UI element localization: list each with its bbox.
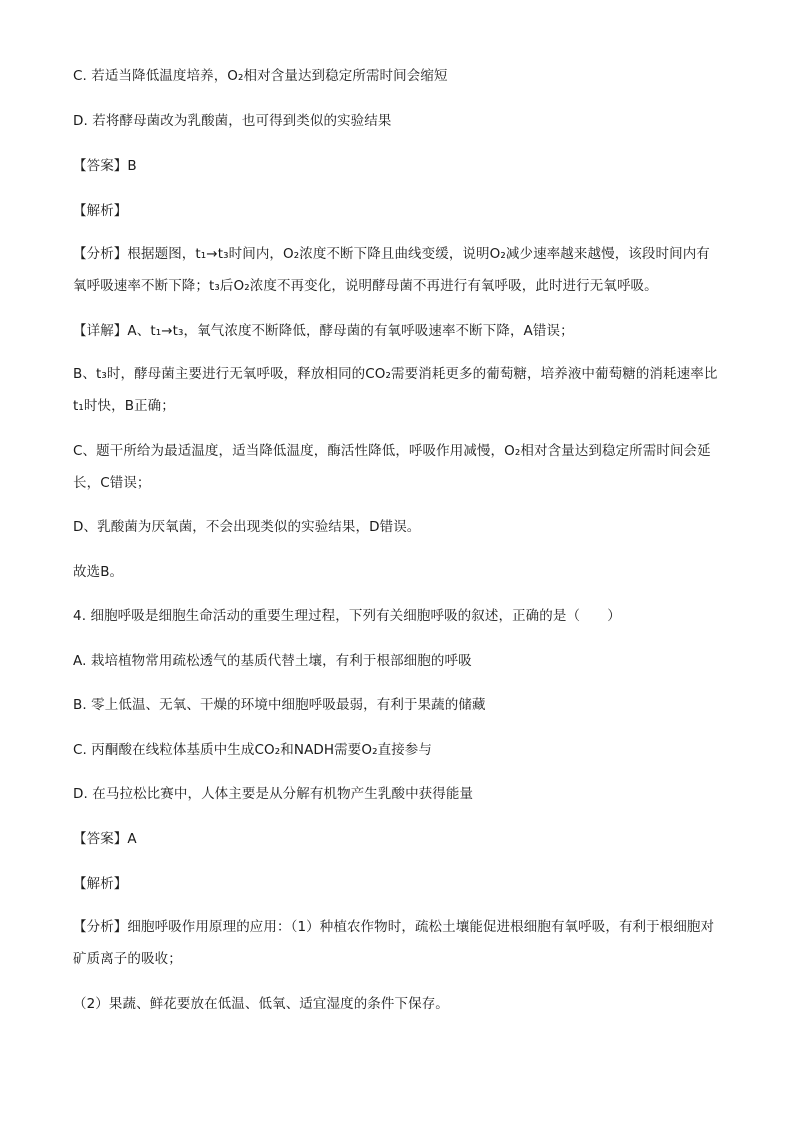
analysis-point-2-q4: （2）果蔬、鲜花要放在低温、低氧、适宜湿度的条件下保存。 bbox=[73, 996, 449, 1012]
analysis-summary-q4: 【分析】细胞呼吸作用原理的应用：（1）种植农作物时，疏松土壤能促进根细胞有氧呼吸，有利于根细胞对矿质离子的吸收； bbox=[73, 919, 715, 967]
analysis-heading-q4: 【解析】 bbox=[73, 876, 128, 892]
detail-d-q3: D、乳酸菌为厌氧菌，不会出现类似的实验结果，D错误。 bbox=[73, 519, 421, 535]
answer-q3: 【答案】B bbox=[73, 158, 137, 174]
detail-a-q3: 【详解】A、t₁→t₃，氧气浓度不断降低，酵母菌的有氧呼吸速率不断下降，A错误； bbox=[73, 323, 574, 339]
option-a-q4: A. 栽培植物常用疏松透气的基质代替土壤，有利于根部细胞的呼吸 bbox=[73, 653, 472, 669]
answer-q4: 【答案】A bbox=[73, 831, 137, 847]
option-d-q4: D. 在马拉松比赛中，人体主要是从分解有机物产生乳酸中获得能量 bbox=[73, 786, 474, 802]
conclusion-q3: 故选B。 bbox=[73, 564, 124, 580]
option-c-q3: C. 若适当降低温度培养，O₂相对含量达到稳定所需时间会缩短 bbox=[73, 68, 448, 84]
analysis-heading-q3: 【解析】 bbox=[73, 203, 128, 219]
option-d-q3: D. 若将酵母菌改为乳酸菌，也可得到类似的实验结果 bbox=[73, 113, 392, 129]
option-c-q4: C. 丙酮酸在线粒体基质中生成CO₂和NADH需要O₂直接参与 bbox=[73, 742, 432, 758]
option-b-q4: B. 零上低温、无氧、干燥的环境中细胞呼吸最弱，有利于果蔬的储藏 bbox=[73, 697, 486, 713]
analysis-summary-q3: 【分析】根据题图，t₁→t₃时间内，O₂浓度不断下降且曲线变缓，说明O₂减少速率越来越慢，该段时间内有氧呼吸速率不断下降；t₃后O₂浓度不再变化，说明酵母菌不再进行有氧呼吸，此时进行无氧呼吸。 bbox=[73, 246, 710, 294]
detail-c-q3: C、题干所给为最适温度，适当降低温度，酶活性降低，呼吸作用减慢，O₂相对含量达到稳定所需时间会延长，C错误； bbox=[73, 443, 711, 491]
detail-b-q3: B、t₃时，酵母菌主要进行无氧呼吸，释放相同的CO₂需要消耗更多的葡萄糖，培养液中葡萄糖的消耗速率比t₁时快，B正确； bbox=[73, 366, 718, 414]
question-4-stem: 4. 细胞呼吸是细胞生命活动的重要生理过程，下列有关细胞呼吸的叙述，正确的是（ ） bbox=[73, 608, 621, 624]
